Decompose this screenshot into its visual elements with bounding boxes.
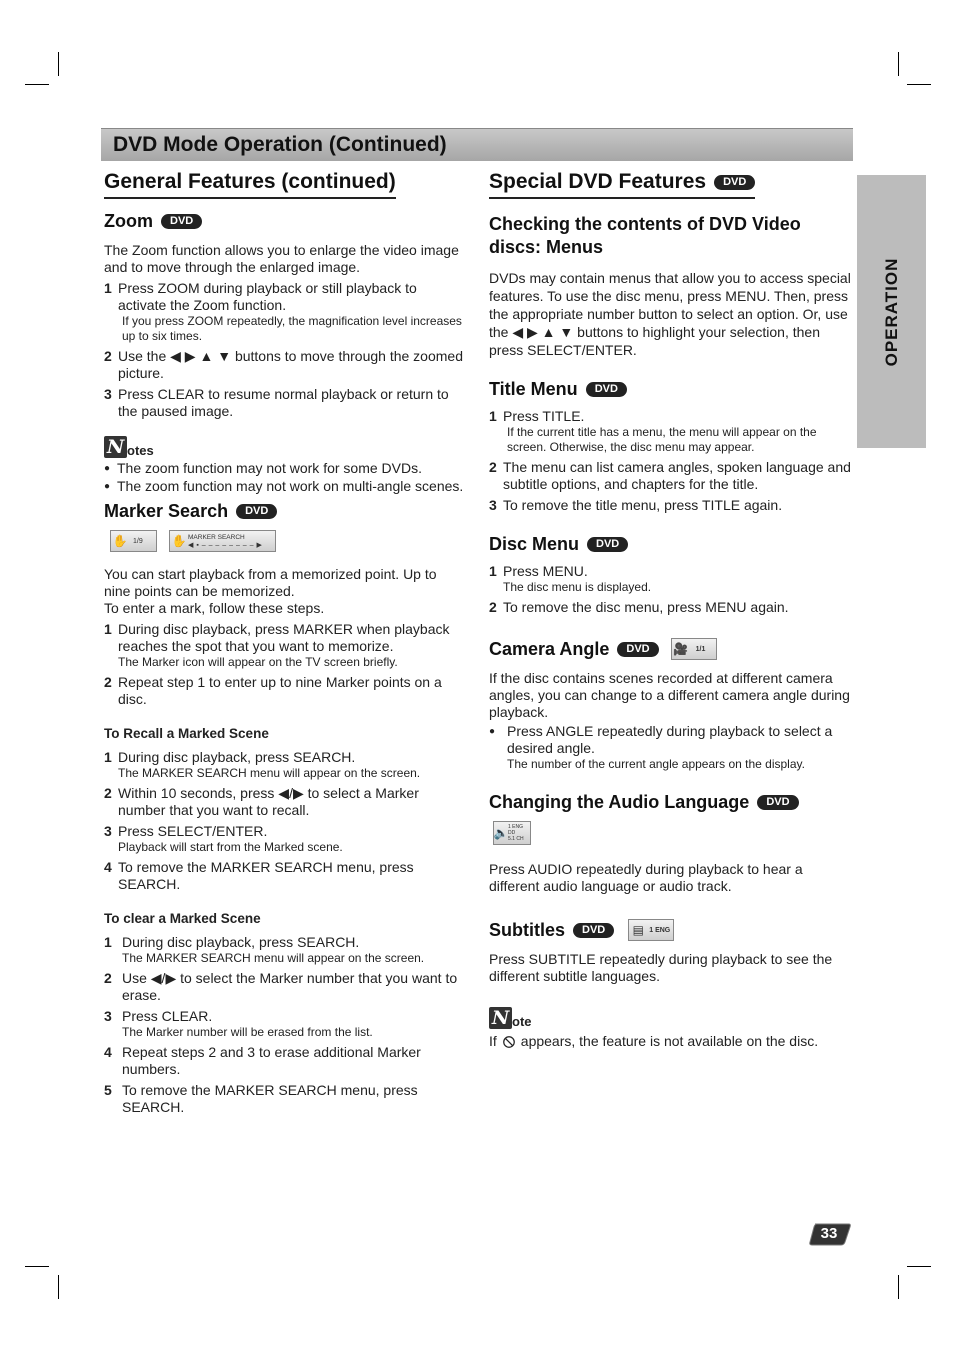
step: 1 Press MENU. The disc menu is displayed. (489, 563, 652, 594)
step: 3 Press CLEAR to resume normal playback or return to the paused image. (104, 386, 449, 419)
marker-osd-count: ✋ 1/9 (110, 530, 157, 552)
audio-icon: 🔈 (493, 826, 509, 840)
step: 3 Press CLEAR. The Marker number will be erased from the list. (104, 1008, 373, 1039)
audio-osd: 🔈 1 ENG DD 5.1 CH (493, 821, 531, 845)
step: 2 Use the ◀ ▶ ▲ ▼ buttons to move through the zoomed picture. (104, 348, 463, 381)
step: 2 To remove the disc menu, press MENU again. (489, 599, 789, 615)
note-heading: N ote (489, 1007, 851, 1029)
step: 3 Press SELECT/ENTER. Playback will start from the Marked scene. (104, 823, 343, 854)
notes-heading: N otes (104, 436, 466, 458)
zoom-heading-text: Zoom (104, 211, 153, 231)
page-number: 33 (820, 1225, 838, 1242)
dolby-icon: DD (508, 830, 516, 836)
side-tab (857, 175, 926, 448)
step: 3 To remove the title menu, press TITLE again. (489, 497, 783, 513)
list-item: ● The zoom function may not work for some DVDs. (104, 460, 422, 476)
marker-search-osd: ✋ MARKER SEARCH ◀ ▪ – – – – – – – – ▶ (169, 530, 276, 552)
crop-mark (907, 84, 931, 85)
note-icon: N (104, 436, 127, 458)
marker-osd-row (110, 530, 466, 552)
disc-menu-steps (489, 563, 851, 616)
crop-mark (907, 1266, 931, 1267)
disc-menu-heading: Disc Menu DVD (489, 534, 851, 555)
step: 2 The menu can list camera angles, spoken language and subtitle options, and chapters for the title. (489, 459, 851, 492)
dvd-badge: DVD (757, 795, 798, 810)
crop-mark (58, 1275, 59, 1299)
clear-steps (104, 934, 466, 1116)
page-title: DVD Mode Operation (Continued) (113, 133, 447, 156)
angle-osd: 🎥 1/1 (671, 638, 717, 660)
note-body: If appears, the feature is not available on the disc. (489, 1033, 819, 1049)
note-icon: N (489, 1007, 512, 1029)
marker-intro: You can start playback from a memorized point. Up to nine points can be memorized. (104, 566, 437, 599)
audio-body: Press AUDIO repeatedly during playback to hear a different audio language or audio track. (489, 861, 803, 894)
camera-body: If the disc contains scenes recorded at different camera angles, you can change to a different camera angle during playback. (489, 670, 850, 720)
recall-heading: To Recall a Marked Scene (104, 726, 269, 741)
subtitles-heading: Subtitles DVD ▤ 1 ENG (489, 919, 851, 941)
audio-heading: Changing the Audio Language DVD (489, 792, 851, 813)
step: 2 Within 10 seconds, press ◀/▶ to select a Marker number that you want to recall. (104, 785, 419, 818)
dvd-badge: DVD (587, 537, 628, 552)
header-bar (101, 128, 853, 161)
marker-heading: Marker Search DVD (104, 501, 466, 522)
step: 1 Press TITLE. If the current title has a menu, the menu will appear on the screen. Otherwise, the disc menu may appear. (489, 408, 817, 454)
camera-angle-heading: Camera Angle DVD 🎥 1/1 (489, 638, 851, 660)
step: 5 To remove the MARKER SEARCH menu, press SEARCH. (104, 1082, 418, 1115)
dvd-badge: DVD (586, 382, 627, 397)
step: 2 Use ◀/▶ to select the Marker number that you want to erase. (104, 970, 458, 1003)
crop-mark (898, 52, 899, 76)
marker-slots: ◀ ▪ – – – – – – – – ▶ (188, 541, 263, 549)
menus-body: DVDs may contain menus that allow you to access special features. To use the disc menu, press MENU. Then, press the appropriate number button to select an option. Or, use the ◀ ▶ ▲ ▼ buttons to highlight your selection, then press SELECT/ENTER. (489, 270, 851, 358)
camera-icon: 🎥 (673, 642, 689, 656)
step: 4 To remove the MARKER SEARCH menu, press SEARCH. (104, 859, 414, 892)
menus-heading: Checking the contents of DVD Video discs: Menus (489, 214, 801, 257)
dvd-badge: DVD (161, 214, 202, 229)
crop-mark (58, 52, 59, 76)
right-column (489, 170, 851, 1050)
subtitles-body: Press SUBTITLE repeatedly during playback to see the different subtitle languages. (489, 951, 833, 984)
marker-icon: ✋ (112, 534, 128, 548)
prohibited-icon (501, 1035, 517, 1049)
zoom-heading (104, 211, 466, 232)
zoom-intro: The Zoom function allows you to enlarge the video image and to move through the enlarged image. (104, 242, 459, 275)
zoom-steps (104, 280, 466, 420)
clear-heading: To clear a Marked Scene (104, 911, 261, 926)
list-item: ● The zoom function may not work on multi-angle scenes. (104, 478, 464, 494)
page-number-badge (809, 1222, 851, 1246)
subtitle-icon: ▤ (632, 923, 644, 937)
crop-mark (898, 1275, 899, 1299)
crop-mark (25, 84, 49, 85)
dvd-badge: DVD (573, 923, 614, 938)
side-tab-label: OPERATION (881, 257, 901, 366)
subtitle-osd: ▤ 1 ENG (628, 919, 674, 941)
step: 2 Repeat step 1 to enter up to nine Marker points on a disc. (104, 674, 442, 707)
recall-steps (104, 749, 466, 893)
marker-intro-2: To enter a mark, follow these steps. (104, 600, 325, 616)
title-menu-heading: Title Menu DVD (489, 379, 851, 400)
section-title-general: General Features (continued) (104, 170, 396, 199)
title-menu-steps (489, 408, 851, 514)
marker-icon: ✋ (171, 534, 187, 548)
left-column (104, 170, 466, 1116)
dvd-badge: DVD (714, 175, 755, 190)
dvd-badge: DVD (617, 642, 658, 657)
list-item: ● Press ANGLE repeatedly during playback to select a desired angle. The number of the current angle appears on the display. (489, 723, 833, 771)
section-title-special: Special DVD Features DVD (489, 170, 755, 199)
step: 1 During disc playback, press SEARCH. The MARKER SEARCH menu will appear on the screen. (104, 749, 421, 780)
marker-steps (104, 621, 466, 708)
dvd-badge: DVD (236, 504, 277, 519)
crop-mark (25, 1266, 49, 1267)
step: 1 During disc playback, press MARKER when playback reaches the spot that you want to memorize. The Marker icon will appear on the TV screen briefly. (104, 621, 450, 669)
step: 1 During disc playback, press SEARCH. The MARKER SEARCH menu will appear on the screen. (104, 934, 425, 965)
zoom-notes (104, 460, 466, 495)
step: 1 Press ZOOM during playback or still playback to activate the Zoom function. If you press ZOOM repeatedly, the magnification level increases up to six times. (104, 280, 462, 343)
step: 4 Repeat steps 2 and 3 to erase additional Marker numbers. (104, 1044, 421, 1077)
